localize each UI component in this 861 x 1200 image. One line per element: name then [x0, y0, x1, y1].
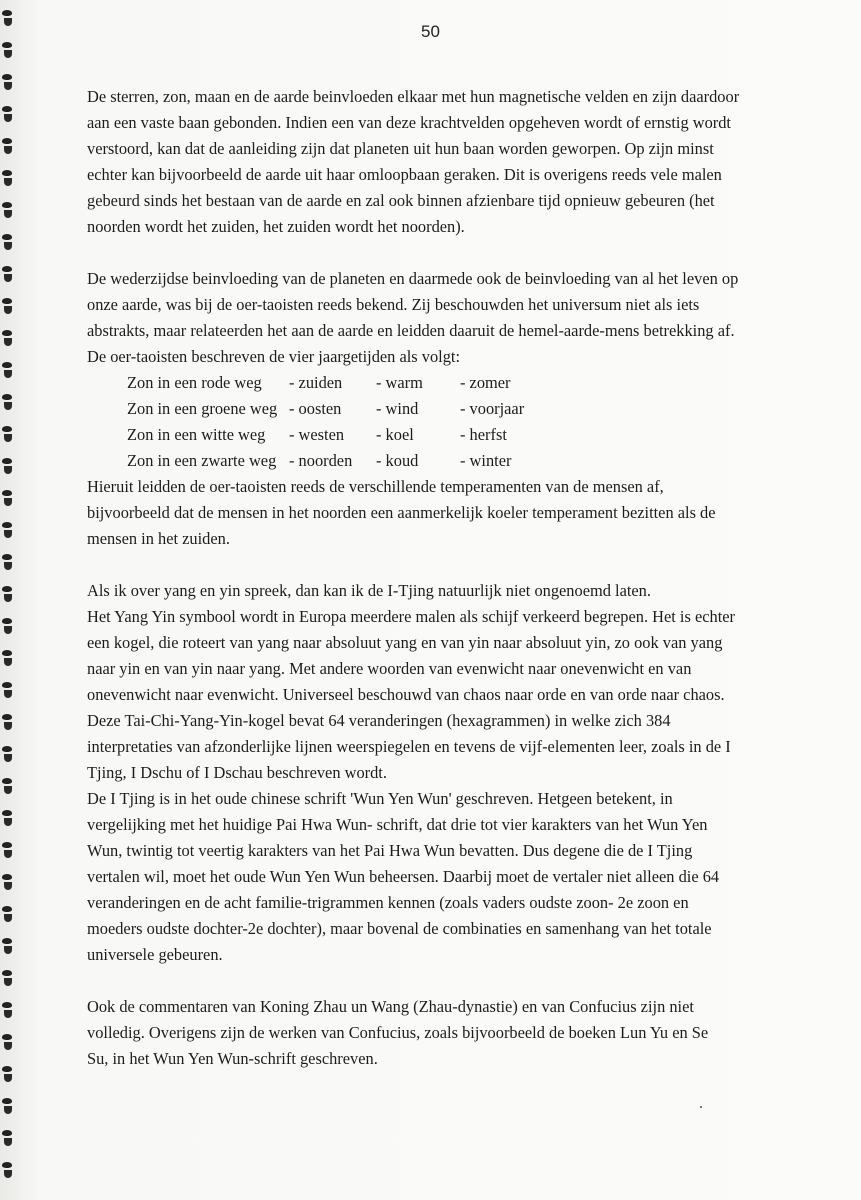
binding-ring	[0, 200, 16, 220]
text-line: De oer-taoisten beschreven de vier jaargetijden als volgt:	[87, 347, 461, 366]
text-line: mensen in het zuiden.	[87, 529, 230, 548]
binding-ring	[0, 232, 16, 252]
text-line: interpretaties van afzonderlijke lijnen weerspiegelen en tevens de vijf-elementen leer, zoals in de I	[87, 737, 731, 756]
binding-ring	[0, 936, 16, 956]
season: - winter	[460, 451, 512, 470]
text-line: Wun, twintig tot veertig karakters van het Pai Hwa Wun bevatten. Dus degene die de I Tjing	[87, 841, 693, 860]
binding-ring	[0, 1032, 16, 1052]
season-row	[87, 396, 802, 422]
binding-ring	[0, 744, 16, 764]
text-line: De wederzijdse beinvloeding van de planeten en daarmede ook de beinvloeding van al het leven op	[87, 269, 739, 288]
paragraph-1	[87, 84, 802, 240]
binding-ring	[0, 1128, 16, 1148]
text-line: een kogel, die roteert van yang naar absoluut yang en van yin naar absoluut yin, zo ook van yang	[87, 633, 723, 652]
text-line: volledig. Overigens zijn de werken van Confucius, zoals bijvoorbeeld de boeken Lun Yu en Se	[87, 1023, 709, 1042]
direction: - oosten	[289, 399, 342, 418]
element: - wind	[376, 399, 419, 418]
binding-ring	[0, 680, 16, 700]
speck-mark	[700, 1106, 702, 1108]
element: - koel	[376, 425, 414, 444]
direction: - westen	[289, 425, 345, 444]
text-line: universele gebeuren.	[87, 945, 223, 964]
binding-ring	[0, 776, 16, 796]
season-row	[87, 448, 802, 474]
binding-ring	[0, 40, 16, 60]
binding-ring	[0, 712, 16, 732]
binding-ring	[0, 296, 16, 316]
text-line: Als ik over yang en yin spreek, dan kan ik de I-Tjing natuurlijk niet ongenoemd laten.	[87, 581, 651, 600]
text-line: De I Tjing is in het oude chinese schrift 'Wun Yen Wun' geschreven. Hetgeen betekent, in	[87, 789, 673, 808]
binding-ring	[0, 136, 16, 156]
binding-ring	[0, 264, 16, 284]
page-body	[87, 84, 802, 1072]
direction: - zuiden	[289, 373, 343, 392]
page-number: 50	[421, 22, 440, 41]
season-row	[87, 422, 802, 448]
binding-ring	[0, 104, 16, 124]
binding-ring	[0, 552, 16, 572]
text-line: Deze Tai-Chi-Yang-Yin-kogel bevat 64 veranderingen (hexagrammen) in welke zich 384	[87, 711, 671, 730]
season-row	[87, 370, 802, 396]
binding-ring	[0, 488, 16, 508]
season: - herfst	[460, 425, 507, 444]
sun-path: Zon in een witte weg	[127, 425, 266, 444]
binding-ring	[0, 808, 16, 828]
binding-ring	[0, 520, 16, 540]
text-line: abstrakts, maar relateerden het aan de aarde en leidden daaruit de hemel-aarde-mens betrekking af.	[87, 321, 735, 340]
text-line: vertalen wil, moet het oude Wun Yen Wun beheersen. Daarbij moet de vertaler niet alleen die 64	[87, 867, 720, 886]
sun-path: Zon in een groene weg	[127, 399, 278, 418]
text-line: Ook de commentaren van Koning Zhau un Wang (Zhau-dynastie) en van Confucius zijn niet	[87, 997, 694, 1016]
paragraph-3	[87, 474, 802, 552]
binding-ring	[0, 968, 16, 988]
paragraph-2	[87, 266, 802, 370]
binding-ring	[0, 872, 16, 892]
element: - warm	[376, 373, 423, 392]
text-line: bijvoorbeeld dat de mensen in het noorden een aanmerkelijk koeler temperament bezitten als de	[87, 503, 716, 522]
paragraph-5	[87, 994, 802, 1072]
binding-ring	[0, 648, 16, 668]
binding-ring	[0, 392, 16, 412]
seasons-table	[87, 370, 802, 474]
text-line: echter kan bijvoorbeeld de aarde uit haar omloopbaan geraken. Dit is overigens reeds vele malen	[87, 165, 722, 184]
binding-ring	[0, 1160, 16, 1180]
binding-ring	[0, 424, 16, 444]
binding-ring	[0, 1000, 16, 1020]
text-line: Hieruit leidden de oer-taoisten reeds de verschillende temperamenten van de mensen af,	[87, 477, 664, 496]
text-line: De sterren, zon, maan en de aarde beinvloeden elkaar met hun magnetische velden en zijn daardoor	[87, 87, 740, 106]
text-line: verstoord, kan dat de aanleiding zijn dat planeten uit hun baan worden geworpen. Op zijn minst	[87, 139, 714, 158]
text-line: naar yin en van yin naar yang. Met andere woorden van evenwicht naar onevenwicht en van	[87, 659, 692, 678]
binding-ring	[0, 904, 16, 924]
season: - zomer	[460, 373, 511, 392]
binding-ring	[0, 840, 16, 860]
text-line: Tjing, I Dschu of I Dschau beschreven wordt.	[87, 763, 387, 782]
direction: - noorden	[289, 451, 353, 470]
binding-ring	[0, 360, 16, 380]
text-line: vergelijking met het huidige Pai Hwa Wun- schrift, dat drie tot vier karakters van het Wun Yen	[87, 815, 708, 834]
text-line: gebeurd sinds het bestaan van de aarde en zal ook binnen afzienbare tijd opnieuw gebeuren (het	[87, 191, 715, 210]
text-line: aan een vaste baan gebonden. Indien een van deze krachtvelden opgeheven wordt of ernstig wordt	[87, 113, 731, 132]
text-line: noorden wordt het zuiden, het zuiden wordt het noorden).	[87, 217, 465, 236]
binding-ring	[0, 72, 16, 92]
text-line: moeders oudste dochter-2e dochter), maar bovenal de combinaties en samenhang van het totale	[87, 919, 712, 938]
text-line: onevenwicht naar evenwicht. Universeel beschouwd van chaos naar orde en van orde naar chaos.	[87, 685, 725, 704]
binding-ring	[0, 1064, 16, 1084]
spiral-binding	[0, 0, 22, 1200]
binding-ring	[0, 616, 16, 636]
element: - koud	[376, 451, 419, 470]
text-line: Su, in het Wun Yen Wun-schrift geschreven.	[87, 1049, 378, 1068]
sun-path: Zon in een zwarte weg	[127, 451, 277, 470]
binding-ring	[0, 456, 16, 476]
text-line: veranderingen en de acht familie-trigrammen kennen (zoals vaders oudste zoon- 2e zoon en	[87, 893, 689, 912]
text-line: onze aarde, was bij de oer-taoisten reeds bekend. Zij beschouwden het universum niet als iets	[87, 295, 700, 314]
season: - voorjaar	[460, 399, 525, 418]
paragraph-4	[87, 578, 802, 968]
binding-ring	[0, 584, 16, 604]
binding-ring	[0, 1096, 16, 1116]
sun-path: Zon in een rode weg	[127, 373, 262, 392]
binding-ring	[0, 328, 16, 348]
binding-ring	[0, 168, 16, 188]
text-line: Het Yang Yin symbool wordt in Europa meerdere malen als schijf verkeerd begrepen. Het is echter	[87, 607, 735, 626]
